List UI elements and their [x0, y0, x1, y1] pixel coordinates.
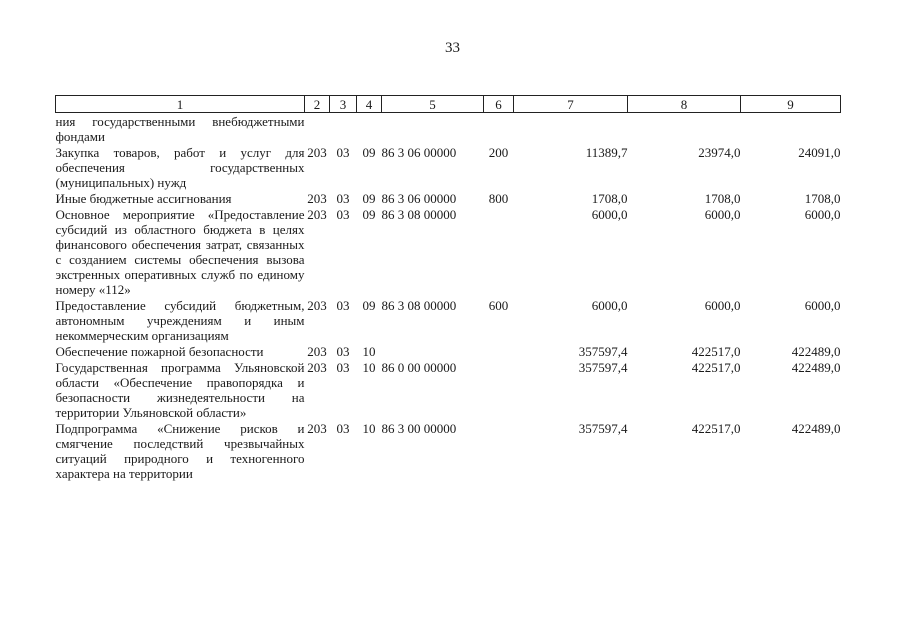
row-name: ния государственными внебюджетными фондами [55, 114, 305, 144]
cell-ministry: 203 [307, 207, 327, 222]
cell-amount-7: 6000,0 [591, 207, 628, 222]
cell-expense-type [484, 206, 514, 297]
cell-amount-7: 357597,4 [578, 421, 628, 436]
cell-section: 03 [336, 207, 350, 222]
col-header: 4 [357, 96, 382, 113]
col-header: 9 [741, 96, 841, 113]
cell-amount-8: 1708,0 [704, 191, 741, 206]
cell-amount-7: 357597,4 [578, 344, 628, 359]
cell-ministry: 203 [307, 360, 327, 375]
cell-subsection: 10 [362, 421, 376, 436]
table-row [56, 420, 841, 481]
row-name: Обеспечение пожарной безопасности [55, 344, 264, 359]
cell-expense-type: 600 [488, 298, 509, 313]
cell-section [330, 113, 357, 145]
cell-subsection [357, 113, 382, 145]
page-number: 33 [445, 40, 460, 56]
column-number-header [56, 96, 841, 113]
row-name: Предоставление субсидий бюджетным, автономным учреждениям и иным некоммерческим организациям [55, 298, 305, 343]
cell-subsection: 09 [362, 298, 376, 313]
cell-amount-9: 24091,0 [798, 145, 841, 160]
cell-expense-type [484, 420, 514, 481]
cell-ministry [305, 113, 330, 145]
col-header: 5 [382, 96, 484, 113]
cell-target-article: 86 3 00 00000 [381, 421, 457, 436]
col-header: 2 [305, 96, 330, 113]
col-header: 8 [628, 96, 741, 113]
cell-amount-9: 6000,0 [804, 207, 841, 222]
cell-ministry: 203 [307, 191, 327, 206]
cell-expense-type [484, 343, 514, 359]
cell-target-article: 86 3 06 00000 [381, 191, 457, 206]
cell-section: 03 [336, 145, 350, 160]
cell-amount-8: 6000,0 [704, 207, 741, 222]
row-name: Иные бюджетные ассигнования [55, 191, 232, 206]
cell-expense-type: 200 [488, 145, 509, 160]
table-row [56, 144, 841, 190]
row-name: Подпрограмма «Снижение рисков и смягчение последствий чрезвычайных ситуаций природного и техногенного характера на территории [55, 421, 305, 481]
cell-target-article [382, 343, 484, 359]
cell-amount-8: 422517,0 [691, 421, 741, 436]
table-row [56, 190, 841, 206]
cell-amount-8: 6000,0 [704, 298, 741, 313]
col-header: 6 [484, 96, 514, 113]
cell-subsection: 10 [362, 360, 376, 375]
col-header: 3 [330, 96, 357, 113]
cell-amount-9: 422489,0 [791, 360, 841, 375]
cell-amount-7: 1708,0 [591, 191, 628, 206]
cell-section: 03 [336, 421, 350, 436]
cell-amount-7: 357597,4 [578, 360, 628, 375]
cell-ministry: 203 [307, 298, 327, 313]
cell-subsection: 09 [362, 145, 376, 160]
cell-ministry: 203 [307, 145, 327, 160]
cell-amount-9: 422489,0 [791, 344, 841, 359]
cell-amount-9 [741, 113, 841, 145]
cell-expense-type: 800 [488, 191, 509, 206]
cell-expense-type [484, 359, 514, 420]
cell-amount-9: 422489,0 [791, 421, 841, 436]
cell-subsection: 09 [362, 207, 376, 222]
cell-section: 03 [336, 191, 350, 206]
table-row [56, 113, 841, 145]
cell-amount-9: 1708,0 [804, 191, 841, 206]
col-header: 1 [56, 96, 305, 113]
cell-amount-7: 6000,0 [591, 298, 628, 313]
cell-amount-8: 422517,0 [691, 344, 741, 359]
cell-amount-8: 23974,0 [698, 145, 741, 160]
row-name: Закупка товаров, работ и услуг для обеспечения государственных (муниципальных) нужд [55, 145, 305, 190]
table-row [56, 297, 841, 343]
cell-amount-9: 6000,0 [804, 298, 841, 313]
cell-target-article: 86 0 00 00000 [381, 360, 457, 375]
table-row [56, 206, 841, 297]
cell-section: 03 [336, 360, 350, 375]
cell-section: 03 [336, 344, 350, 359]
cell-target-article: 86 3 08 00000 [381, 298, 457, 313]
cell-target-article: 86 3 06 00000 [381, 145, 457, 160]
cell-amount-7: 11389,7 [585, 145, 628, 160]
col-header: 7 [514, 96, 628, 113]
cell-ministry: 203 [307, 344, 327, 359]
cell-amount-8: 422517,0 [691, 360, 741, 375]
cell-subsection: 09 [362, 191, 376, 206]
row-name: Государственная программа Ульяновской области «Обеспечение правопорядка и безопасности жизнедеятельности на территории Ульяновской области» [55, 360, 305, 420]
cell-amount-7 [514, 113, 628, 145]
cell-target-article: 86 3 08 00000 [381, 207, 457, 222]
cell-subsection: 10 [362, 344, 376, 359]
table-row [56, 343, 841, 359]
cell-expense-type [484, 113, 514, 145]
budget-table [55, 95, 841, 481]
table-row [56, 359, 841, 420]
cell-target-article [382, 113, 484, 145]
cell-ministry: 203 [307, 421, 327, 436]
cell-amount-8 [628, 113, 741, 145]
cell-section: 03 [336, 298, 350, 313]
row-name: Основное мероприятие «Предоставление субсидий из областного бюджета в целях финансового обеспечения затрат, связанных с созданием системы обеспечения вызова экстренных оперативных служб по единому номеру «112» [55, 207, 305, 297]
